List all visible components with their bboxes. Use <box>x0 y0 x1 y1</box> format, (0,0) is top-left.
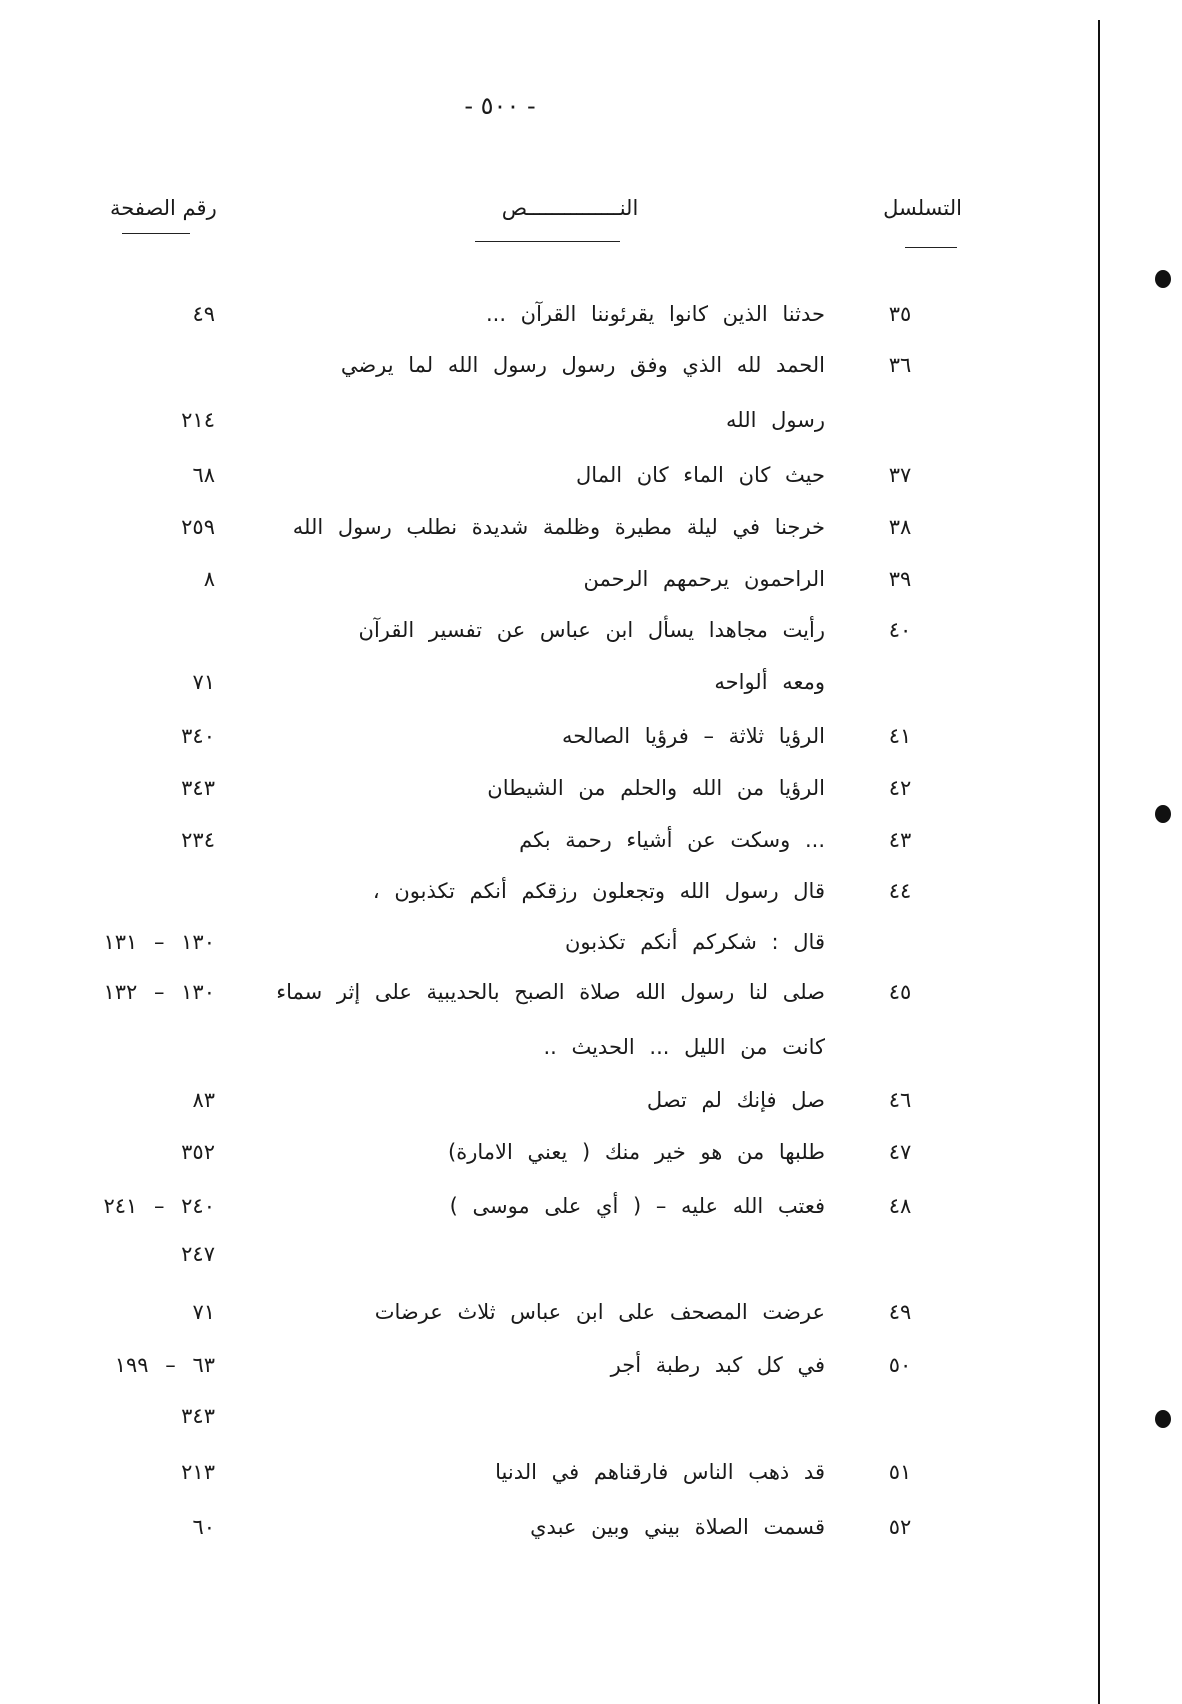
row-text: ... وسكت عن أشياء رحمة بكم <box>519 828 825 852</box>
row-page-number: ٦٠ <box>192 1515 215 1539</box>
table-row <box>0 1515 1000 1555</box>
row-text: الراحمون يرحمهم الرحمن <box>583 567 825 591</box>
table-row <box>0 828 1000 868</box>
row-page-number: ٨٣ <box>192 1088 215 1112</box>
row-page-number: ٢٤٠ – ٢٤١ <box>103 1194 215 1218</box>
row-page-number: ٢١٣ <box>181 1460 215 1484</box>
row-text: قسمت الصلاة بيني وبين عبدي <box>530 1515 825 1539</box>
page-edge-line <box>1098 20 1100 1704</box>
row-text: قال : شكركم أنكم تكذبون <box>564 930 825 954</box>
row-text: الحمد لله الذي وفق رسول رسول الله لما يرضي <box>340 353 825 377</box>
header-text: النـــــــــــــــص <box>501 196 639 220</box>
table-row <box>0 408 1000 448</box>
row-text: عرضت المصحف على ابن عباس ثلاث عرضات <box>374 1300 825 1324</box>
table-row <box>0 930 1000 970</box>
binding-hole-mark <box>1155 270 1171 288</box>
table-row <box>0 353 1000 393</box>
row-text: الرؤيا ثلاثة – فرؤيا الصالحه <box>562 724 825 748</box>
binding-hole-mark <box>1155 1410 1171 1428</box>
table-row <box>0 1194 1000 1234</box>
row-text: قال رسول الله وتجعلون رزقكم أنكم تكذبون ، <box>372 879 825 903</box>
row-serial: ٣٦ <box>888 353 912 377</box>
table-row <box>0 670 1000 710</box>
row-page-number: ٣٤٠ <box>181 724 215 748</box>
table-row <box>0 879 1000 919</box>
row-serial: ٣٥ <box>888 302 912 326</box>
row-page-number: ٣٥٢ <box>181 1140 215 1164</box>
table-row <box>0 302 1000 342</box>
row-page-number: ٣٤٣ <box>181 1404 215 1428</box>
header-text-underline <box>475 241 620 242</box>
table-row <box>0 515 1000 555</box>
row-page-number: ٨ <box>203 567 215 591</box>
row-page-number: ٧١ <box>192 1300 215 1324</box>
row-page-number: ٤٩ <box>192 302 215 326</box>
binding-hole-mark <box>1155 805 1171 823</box>
row-serial: ٤٠ <box>888 618 912 642</box>
row-serial: ٣٧ <box>888 463 912 487</box>
row-text: طلبها من هو خير منك ( يعني الامارة) <box>448 1140 825 1164</box>
table-row <box>0 1242 1000 1282</box>
row-page-number: ٧١ <box>192 670 215 694</box>
header-serial: التسلسل <box>883 196 962 220</box>
table-row <box>0 1404 1000 1444</box>
row-serial: ٤٦ <box>888 1088 912 1112</box>
row-serial: ٥٠ <box>888 1353 912 1377</box>
row-text: حيث كان الماء كان المال <box>576 463 825 487</box>
row-page-number: ٦٣ – ١٩٩ <box>114 1353 215 1377</box>
row-page-number: ٢٣٤ <box>181 828 215 852</box>
header-page-underline <box>122 233 190 234</box>
table-row <box>0 463 1000 503</box>
row-page-number: ١٣٠ – ١٣١ <box>103 930 215 954</box>
row-page-number: ٣٤٣ <box>181 776 215 800</box>
table-row <box>0 1353 1000 1393</box>
row-serial: ٤٩ <box>888 1300 912 1324</box>
table-row <box>0 1140 1000 1180</box>
row-serial: ٣٩ <box>888 567 912 591</box>
row-text: ومعه ألواحه <box>714 670 825 694</box>
table-row <box>0 618 1000 658</box>
row-page-number: ٦٨ <box>192 463 215 487</box>
row-serial: ٤٨ <box>888 1194 912 1218</box>
header-serial-underline <box>905 247 957 248</box>
row-text: فعتب الله عليه – ( أي على موسى ) <box>449 1194 825 1218</box>
row-text: صلى لنا رسول الله صلاة الصبح بالحديبية على إثر سماء <box>276 980 825 1004</box>
row-text: رسول الله <box>726 408 825 432</box>
row-serial: ٤١ <box>888 724 912 748</box>
table-row <box>0 1300 1000 1340</box>
row-serial: ٤٣ <box>888 828 912 852</box>
row-text: قد ذهب الناس فارقناهم في الدنيا <box>495 1460 825 1484</box>
row-text: خرجنا في ليلة مطيرة وظلمة شديدة نطلب رسول الله <box>292 515 825 539</box>
table-row <box>0 567 1000 607</box>
table-row <box>0 980 1000 1020</box>
row-text: كانت من الليل ... الحديث .. <box>543 1035 825 1059</box>
row-serial: ٥٢ <box>888 1515 912 1539</box>
row-text: رأيت مجاهدا يسأل ابن عباس عن تفسير القرآن <box>358 618 825 642</box>
table-row <box>0 724 1000 764</box>
row-page-number: ١٣٠ – ١٣٢ <box>103 980 215 1004</box>
row-page-number: ٢٤٧ <box>181 1242 215 1266</box>
row-page-number: ٢٥٩ <box>181 515 215 539</box>
row-serial: ٣٨ <box>888 515 912 539</box>
row-serial: ٤٤ <box>888 879 912 903</box>
row-serial: ٤٢ <box>888 776 912 800</box>
row-page-number: ٢١٤ <box>181 408 215 432</box>
row-serial: ٤٧ <box>888 1140 912 1164</box>
row-text: الرؤيا من الله والحلم من الشيطان <box>487 776 825 800</box>
row-serial: ٤٥ <box>888 980 912 1004</box>
row-serial: ٥١ <box>888 1460 912 1484</box>
table-row <box>0 776 1000 816</box>
row-text: صل فإنك لم تصل <box>646 1088 825 1112</box>
table-row <box>0 1460 1000 1500</box>
header-page-number: رقم الصفحة <box>110 196 217 220</box>
row-text: في كل كبد رطبة أجر <box>610 1353 825 1377</box>
table-row <box>0 1035 1000 1075</box>
page-number: - ٥٠٠ - <box>464 92 536 120</box>
row-text: حدثنا الذين كانوا يقرئوننا القرآن ... <box>485 302 825 326</box>
table-row <box>0 1088 1000 1128</box>
